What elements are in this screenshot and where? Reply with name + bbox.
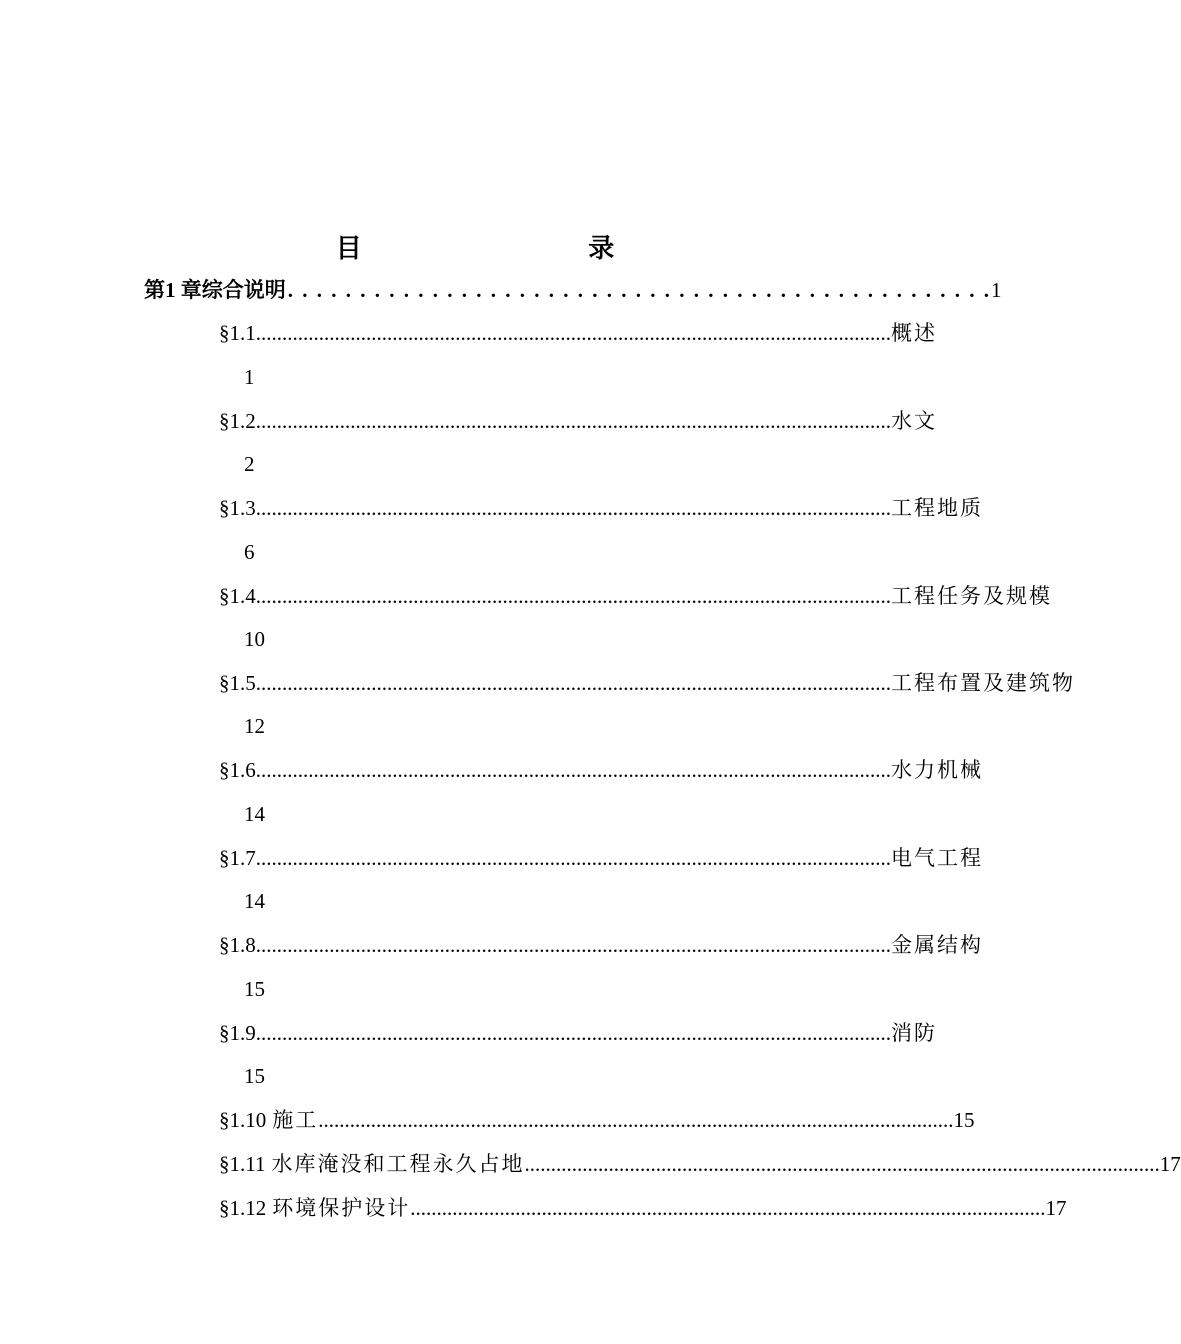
toc-section[interactable] (219, 1195, 1067, 1221)
section-number: §1.8 (219, 933, 256, 957)
chapter-number: 第1 章 (144, 278, 202, 302)
section-number: §1.12 (219, 1196, 267, 1220)
toc-section[interactable] (219, 1020, 937, 1046)
toc-section[interactable] (219, 757, 983, 783)
section-page: 15 (244, 1064, 265, 1088)
section-number: §1.7 (219, 846, 256, 870)
section-number: §1.2 (219, 409, 256, 433)
leader-dots: . . . . . . . . . . . . . . . . . . . . . . . . . . . . . . . . . . . . . . . . . . . . . . . . . (287, 278, 991, 302)
section-page: 6 (244, 540, 255, 564)
toc-section[interactable] (219, 1107, 975, 1133)
section-page: 17 (1045, 1196, 1067, 1220)
toc-section[interactable] (219, 320, 937, 346)
section-page: 2 (244, 452, 255, 476)
section-number: §1.3 (219, 496, 256, 520)
leader-dots: ......................................................................................................................... (255, 496, 891, 520)
section-name: 概 述 (891, 321, 937, 345)
toc-section[interactable] (219, 495, 983, 521)
leader-dots: ......................................................................................................................... (255, 584, 891, 608)
section-name: 水 文 (891, 409, 937, 433)
leader-dots: ......................................................................................................................... (255, 1021, 891, 1045)
toc-section[interactable] (219, 845, 983, 871)
leader-dots: ......................................................................................................................... (255, 846, 891, 870)
section-name: 消 防 (891, 1021, 937, 1045)
toc-section[interactable] (219, 670, 1075, 696)
section-page: 15 (953, 1108, 975, 1132)
section-number: §1.10 (219, 1108, 267, 1132)
toc-section[interactable] (219, 932, 983, 958)
section-page: 10 (244, 627, 265, 651)
leader-dots: ......................................................................................................................... (318, 1108, 954, 1132)
leader-dots: ......................................................................................................................... (255, 933, 891, 957)
chapter-page: 1 (991, 278, 1002, 302)
section-page: 14 (244, 889, 265, 913)
toc-section[interactable] (219, 583, 1052, 609)
section-page: 15 (244, 977, 265, 1001)
section-name: 工程布置及建筑物 (891, 671, 1075, 695)
leader-dots: ......................................................................................................................... (410, 1196, 1046, 1220)
section-number: §1.5 (219, 671, 256, 695)
section-name: 施 工 (272, 1108, 319, 1132)
section-name: 水库淹没和工程永久占地 (271, 1152, 525, 1176)
toc-chapter-1[interactable] (144, 277, 1002, 303)
section-name: 金属结构 (891, 933, 983, 957)
section-number: §1.11 (219, 1152, 266, 1176)
toc-title: 目 录 (335, 234, 725, 263)
section-name: 电气工程 (891, 846, 983, 870)
section-name: 水力机械 (891, 758, 983, 782)
chapter-name: 综合说明 (201, 278, 286, 302)
section-name: 环境保护设计 (272, 1196, 411, 1220)
section-number: §1.9 (219, 1021, 256, 1045)
toc-section[interactable] (219, 408, 937, 434)
leader-dots: ......................................................................................................................... (255, 758, 891, 782)
leader-dots: ......................................................................................................................... (524, 1152, 1160, 1176)
section-name: 工程任务及规模 (891, 584, 1052, 608)
section-number: §1.4 (219, 584, 256, 608)
section-page: 14 (244, 802, 265, 826)
toc-section[interactable] (219, 1151, 1181, 1177)
section-number: §1.1 (219, 321, 256, 345)
leader-dots: ......................................................................................................................... (255, 409, 891, 433)
leader-dots: ......................................................................................................................... (255, 321, 891, 345)
leader-dots: ......................................................................................................................... (255, 671, 891, 695)
section-page: 1 (244, 365, 255, 389)
section-name: 工程地质 (891, 496, 983, 520)
section-page: 17 (1159, 1152, 1181, 1176)
section-number: §1.6 (219, 758, 256, 782)
section-page: 12 (244, 714, 265, 738)
